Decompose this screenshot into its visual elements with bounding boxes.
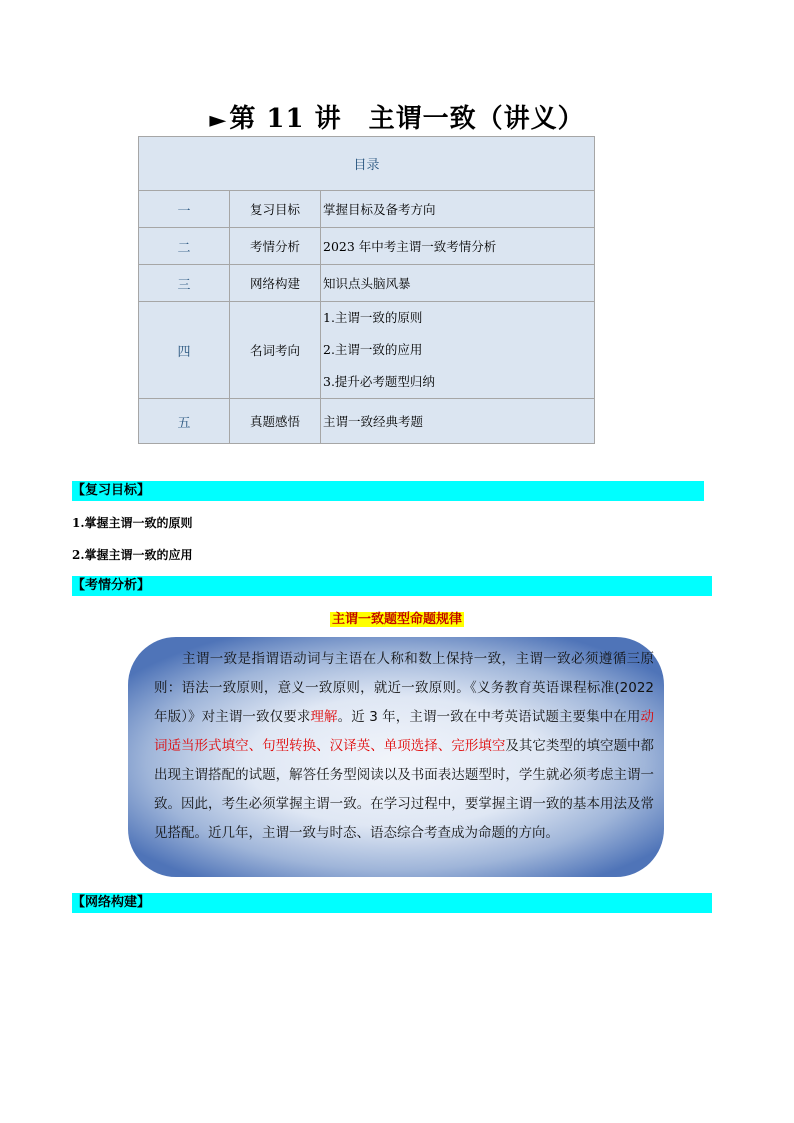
toc-row [139, 302, 595, 399]
toc-row-description [321, 302, 595, 399]
goal-item: 2.掌握主谓一致的应用 [72, 548, 193, 562]
toc-row-number: 五 [139, 399, 230, 444]
toc-row-number: 二 [139, 228, 230, 265]
section-heading-exam-analysis: 【考情分析】 [72, 576, 712, 596]
page-title [0, 98, 794, 135]
analysis-text: 及其它类型的填空题中都出现主谓搭配的试题，解答任务型阅读以及书面表达题型时，学生就必须考虑主谓一致。因此，考生必须掌握主谓一致。在学习过程中，要掌握主谓一致的基本用法及常见搭配。近几年，主谓一致与时态、语态综合考查成为命题的方向。 [154, 738, 655, 841]
toc-row-description: 知识点头脑风暴 [321, 265, 595, 302]
toc-row [139, 228, 595, 265]
goal-item: 1.掌握主谓一致的原则 [72, 516, 193, 530]
analysis-highlight: 理解 [310, 709, 338, 725]
toc-row [139, 191, 595, 228]
toc-row-number: 四 [139, 302, 230, 399]
toc-row-name: 网络构建 [230, 265, 321, 302]
toc-row-description: 掌握目标及备考方向 [321, 191, 595, 228]
analysis-highlight: 动词适当形式填空、句型转换、汉译英、单项选择、完形填空 [154, 709, 655, 754]
toc-header: 目录 [139, 137, 595, 191]
toc-subitem: 2.主谓一致的应用 [323, 342, 423, 357]
analysis-caption-text: 主谓一致题型命题规律 [331, 612, 462, 627]
analysis-paragraph [154, 645, 654, 848]
toc-row-number: 一 [139, 191, 230, 228]
toc-row-name: 考情分析 [230, 228, 321, 265]
triangle-right-icon: ► [209, 107, 228, 133]
toc-row-name: 复习目标 [230, 191, 321, 228]
table-of-contents [138, 136, 595, 444]
toc-row-name: 真题感悟 [230, 399, 321, 444]
toc-row-description: 2023 年中考主谓一致考情分析 [321, 228, 595, 265]
section-heading-review-goals: 【复习目标】 [72, 481, 704, 501]
toc-row-name: 名词考向 [230, 302, 321, 399]
section-heading-network: 【网络构建】 [72, 893, 712, 913]
analysis-bubble [128, 637, 664, 877]
toc-row [139, 265, 595, 302]
analysis-text: 主谓一致是指谓语动词与主语在人称和数上保持一致，主谓一致必须遵循三原则：语法一致原则，意义一致原则，就近一致原则。《义务教育英语课程标准(2022 年版）》对主谓一致仅要求 [154, 651, 654, 725]
analysis-text: 。近 3 年，主谓一致在中考英语试题主要集中在用 [337, 709, 641, 725]
toc-row [139, 399, 595, 444]
toc-subitem: 3.提升必考题型归纳 [323, 374, 435, 389]
toc-subitem: 1.主谓一致的原则 [323, 310, 423, 325]
toc-row-number: 三 [139, 265, 230, 302]
toc-row-description: 主谓一致经典考题 [321, 399, 595, 444]
analysis-caption [0, 608, 794, 627]
page-title-text: 第 11 讲 主谓一致（讲义） [229, 104, 585, 134]
